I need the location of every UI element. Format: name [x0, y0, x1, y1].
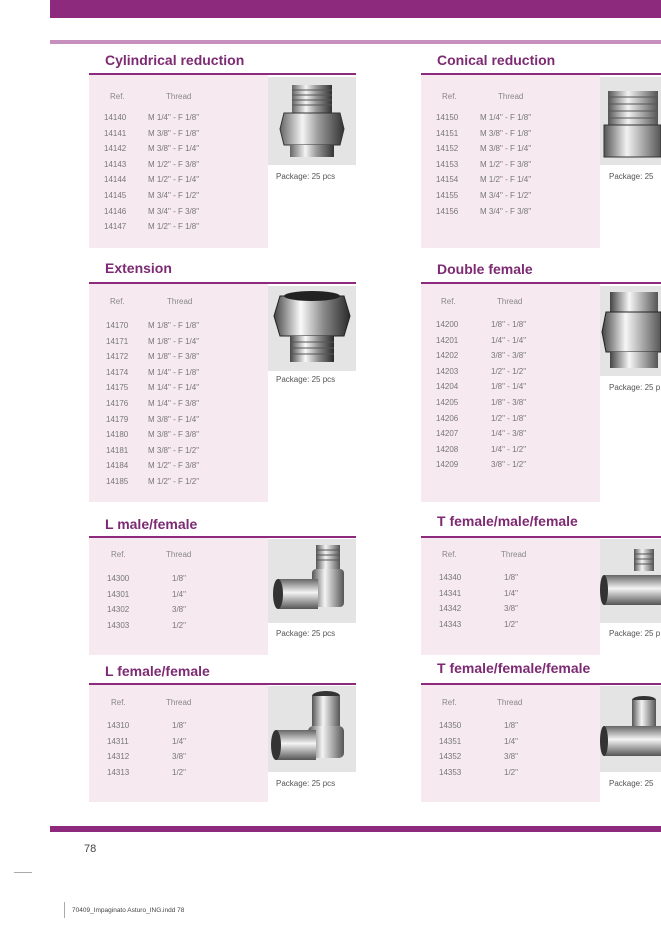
thread-size: M 1/8" - F 1/4" [148, 336, 200, 346]
section-l-male-female [89, 513, 356, 657]
print-slug: 70409_Impaginato Asturo_ING.indd 78 [72, 907, 185, 914]
ref-code: 14144 [104, 175, 127, 185]
ref-code: 14204 [436, 382, 459, 392]
package-note: Package: 25 p [609, 383, 661, 392]
thread-size: 1/4" [504, 588, 518, 598]
thread-size: 1/4" - 3/8" [491, 429, 527, 439]
elbow-male-female-illustration [268, 539, 356, 623]
thread-size: M 1/8" - F 3/8" [148, 352, 200, 362]
ref-code: 14151 [436, 128, 459, 138]
ref-code: 14141 [104, 128, 127, 138]
ref-code: 14206 [436, 413, 459, 423]
thread-size: M 1/2" - F 1/4" [148, 175, 200, 185]
ref-code: 14142 [104, 144, 127, 154]
thread-size: 1/2" [172, 620, 186, 630]
thread-size: M 3/4" - F 3/8" [480, 206, 532, 216]
section-conical-reduction [421, 50, 661, 250]
col-header-thread: Thread [167, 297, 193, 306]
col-header-thread: Thread [501, 550, 527, 559]
ref-code: 14351 [439, 736, 462, 746]
section-title: L female/female [105, 663, 210, 679]
ref-code: 14207 [436, 429, 459, 439]
ref-code: 14200 [436, 320, 459, 329]
section-t-female-male-female [421, 513, 661, 657]
ref-code: 14300 [107, 574, 130, 583]
ref-code: 14201 [436, 335, 459, 345]
tee-female-male-female-illustration [600, 539, 661, 623]
thread-size: M 3/4" - F 1/2" [480, 191, 532, 200]
thread-size: 1/2" - 1/2" [491, 366, 527, 376]
ref-code: 14150 [436, 113, 459, 122]
thread-size: M 3/8" - F 1/4" [480, 144, 532, 154]
ref-code: 14153 [436, 159, 459, 169]
section-extension [89, 258, 356, 504]
package-note: Package: 25 pcs [276, 172, 336, 181]
ref-code: 14311 [107, 736, 129, 746]
thread-size: 1/2" [504, 767, 518, 777]
package-note: Package: 25 pcs [276, 629, 336, 638]
thread-size: 1/8" - 3/8" [491, 398, 527, 407]
thread-size: 1/8" [504, 573, 518, 582]
thread-size: 1/8" - 1/8" [491, 320, 527, 329]
bottom-color-bar [50, 826, 661, 832]
thread-size: M 1/4" - F 1/8" [148, 113, 200, 122]
ref-code: 14343 [439, 619, 462, 629]
package-note: Package: 25 [609, 779, 654, 788]
section-cylindrical-reduction [89, 50, 356, 250]
elbow-female-female-illustration [268, 686, 356, 772]
col-header-ref: Ref. [442, 698, 457, 707]
product-photo [600, 77, 661, 165]
crop-mark [14, 872, 32, 873]
col-header-thread: Thread [166, 698, 192, 707]
thread-size: 1/4" [504, 736, 518, 746]
thread-size: M 1/4" - F 1/8" [148, 367, 200, 377]
thread-size: M 3/8" - F 1/4" [148, 144, 200, 154]
package-note: Package: 25 p [609, 629, 661, 638]
conical-reducer-illustration [600, 77, 661, 165]
col-header-thread: Thread [497, 698, 523, 707]
ref-code: 14172 [106, 352, 129, 362]
col-header-thread: Thread [498, 92, 524, 101]
ref-code: 14140 [104, 113, 127, 122]
product-photo [600, 686, 661, 772]
ref-code: 14179 [106, 414, 129, 424]
ref-code: 14184 [106, 461, 129, 471]
thread-size: M 1/4" - F 3/8" [148, 399, 200, 408]
col-header-thread: Thread [166, 92, 192, 101]
thread-size: 3/8" - 1/2" [491, 460, 527, 470]
ref-code: 14154 [436, 175, 459, 185]
ref-code: 14302 [107, 605, 130, 614]
product-photo [268, 286, 356, 371]
thread-size: M 3/4" - F 1/2" [148, 191, 200, 200]
col-header-ref: Ref. [110, 92, 125, 101]
ref-code: 14208 [436, 444, 459, 454]
section-title: T female/male/female [437, 513, 578, 529]
ref-code: 14146 [104, 206, 127, 216]
section-title: Conical reduction [437, 52, 556, 68]
ref-code: 14205 [436, 398, 459, 407]
thread-size: M 1/2" - F 1/2" [148, 477, 200, 486]
product-photo [600, 286, 661, 376]
ref-code: 14185 [106, 477, 129, 486]
ref-code: 14170 [106, 321, 129, 330]
ref-code: 14312 [107, 752, 130, 761]
thread-size: 3/8" [504, 604, 518, 613]
ref-code: 14176 [106, 399, 129, 408]
ref-code: 14203 [436, 366, 459, 376]
col-header-ref: Ref. [111, 550, 126, 559]
section-t-female-female-female [421, 660, 661, 804]
col-header-ref: Ref. [442, 92, 457, 101]
section-title: Double female [437, 261, 533, 277]
section-title: Extension [105, 260, 172, 276]
thread-size: M 3/8" - F 1/4" [148, 414, 200, 424]
thread-size: 1/8" - 1/4" [491, 382, 527, 392]
thread-size: 1/4" [172, 736, 186, 746]
thread-size: 1/4" - 1/4" [491, 335, 527, 345]
thread-size: 1/2" - 1/8" [491, 413, 527, 423]
section-title: T female/female/female [437, 660, 591, 676]
ref-code: 14155 [436, 191, 459, 200]
ref-code: 14310 [107, 721, 130, 730]
col-header-thread: Thread [497, 297, 523, 306]
product-photo [268, 77, 356, 165]
ref-code: 14180 [106, 430, 129, 440]
ref-code: 14181 [106, 445, 129, 455]
col-header-ref: Ref. [111, 698, 126, 707]
ref-code: 14147 [104, 222, 127, 232]
thread-size: 3/8" [172, 752, 186, 761]
thread-size: 1/8" [172, 721, 186, 730]
section-title: L male/female [105, 516, 198, 532]
section-l-female-female [89, 660, 356, 804]
col-header-ref: Ref. [441, 297, 456, 306]
col-header-thread: Thread [166, 550, 192, 559]
ref-code: 14341 [439, 588, 462, 598]
ref-code: 14301 [107, 589, 130, 599]
thread-size: M 3/8" - F 1/8" [148, 128, 200, 138]
thread-size: M 3/8" - F 3/8" [148, 430, 200, 440]
ref-code: 14340 [439, 573, 462, 582]
thread-size: 1/8" [172, 574, 186, 583]
double-female-illustration [600, 286, 661, 376]
package-note: Package: 25 pcs [276, 375, 336, 384]
thread-size: M 1/2" - F 3/8" [148, 159, 200, 169]
thread-size: M 1/8" - F 1/8" [148, 321, 200, 330]
thread-size: M 3/8" - F 1/2" [148, 445, 200, 455]
ref-code: 14156 [436, 206, 459, 216]
product-photo [268, 539, 356, 623]
thread-size: 1/2" [504, 619, 518, 629]
col-header-ref: Ref. [110, 297, 125, 306]
page-number: 78 [84, 843, 97, 855]
thread-size: M 1/2" - F 1/8" [148, 222, 200, 232]
thread-size: 3/8" - 3/8" [491, 351, 527, 361]
ref-code: 14350 [439, 721, 462, 730]
ref-code: 14209 [436, 460, 459, 470]
thread-size: 1/4" - 1/2" [491, 444, 527, 454]
ref-code: 14145 [104, 191, 127, 200]
ref-code: 14171 [106, 336, 129, 346]
hex-reducer-illustration [268, 77, 356, 165]
ref-code: 14313 [107, 767, 130, 777]
thread-size: M 1/2" - F 3/8" [480, 159, 532, 169]
ref-code: 14352 [439, 752, 462, 761]
slug-divider [64, 902, 65, 918]
ref-code: 14353 [439, 767, 462, 777]
product-photo [268, 686, 356, 772]
tee-female-female-female-illustration [600, 686, 661, 772]
thread-size: 3/8" [504, 752, 518, 761]
thread-size: M 1/2" - F 1/4" [480, 175, 532, 185]
package-note: Package: 25 [609, 172, 654, 181]
thread-size: 1/4" [172, 589, 186, 599]
thread-size: 1/2" [172, 767, 186, 777]
ref-code: 14202 [436, 351, 459, 361]
thread-size: M 3/4" - F 3/8" [148, 206, 200, 216]
top-color-bar [50, 0, 661, 18]
thread-size: 3/8" [172, 605, 186, 614]
ref-code: 14174 [106, 367, 129, 377]
product-photo [600, 539, 661, 623]
extension-fitting-illustration [268, 286, 356, 371]
package-note: Package: 25 pcs [276, 779, 336, 788]
ref-code: 14152 [436, 144, 459, 154]
section-double-female [421, 258, 661, 504]
ref-code: 14143 [104, 159, 127, 169]
ref-code: 14342 [439, 604, 462, 613]
ref-code: 14303 [107, 620, 130, 630]
col-header-ref: Ref. [442, 550, 457, 559]
top-accent-line [50, 40, 661, 44]
thread-size: M 1/4" - F 1/8" [480, 113, 532, 122]
ref-code: 14175 [106, 383, 129, 393]
thread-size: 1/8" [504, 721, 518, 730]
thread-size: M 1/2" - F 3/8" [148, 461, 200, 471]
thread-size: M 1/4" - F 1/4" [148, 383, 200, 393]
thread-size: M 3/8" - F 1/8" [480, 128, 532, 138]
section-title: Cylindrical reduction [105, 52, 245, 68]
